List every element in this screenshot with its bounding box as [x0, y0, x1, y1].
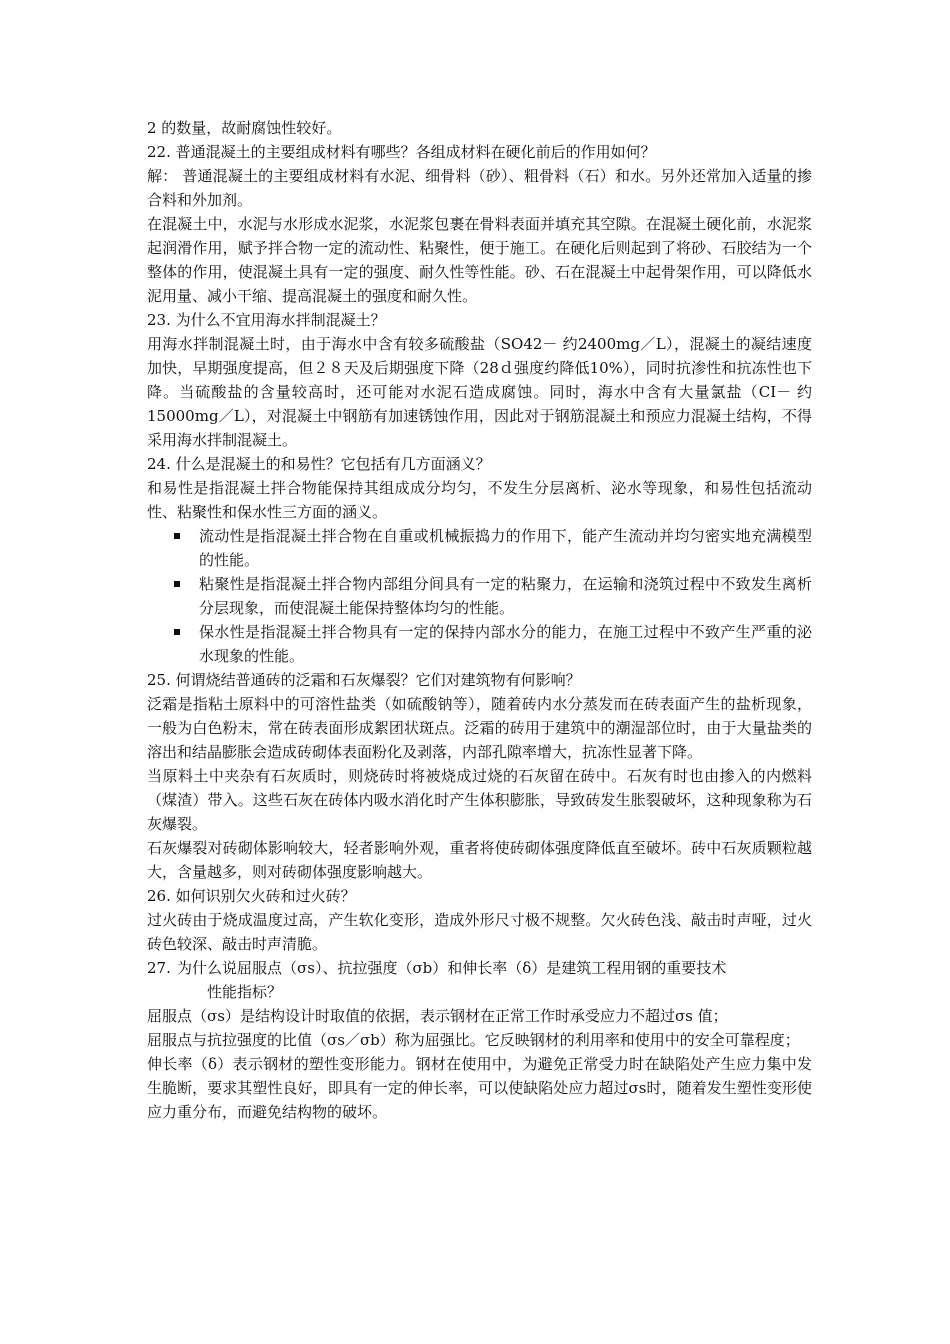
answer-27-part1: 屈服点（σs）是结构设计时取值的依据，表示钢材在正常工作时承受应力不超过σs 值；: [147, 1007, 728, 1025]
list-item: [147, 524, 812, 572]
question-27-text: 为什么说屈服点（σs）、抗拉强度（σb）和伸长率（δ）是建筑工程用钢的重要技术: [177, 959, 727, 977]
square-bullet-icon: [174, 629, 180, 635]
question-22: 22. 普通混凝土的主要组成材料有哪些？各组成材料在硬化前后的作用如何？: [147, 143, 656, 161]
list-item: [147, 620, 812, 668]
answer-25-part1: 泛霜是指粘土原料中的可溶性盐类（如硫酸钠等），随着砖内水分蒸发而在砖表面产生的盐析现象，一般为白色粉末，常在砖表面形成絮团状斑点。泛霜的砖用于建筑中的潮湿部位时，由于大量盐类的溶出和结晶膨胀会造成砖砌体表面粉化及剥落，内部孔隙率增大，抗冻性显著下降。: [147, 695, 812, 761]
list-item-text: 粘聚性是指混凝土拌合物内部组分间具有一定的粘聚力，在运输和浇筑过程中不致发生离析分层现象，而使混凝土能保持整体均匀的性能。: [199, 575, 812, 617]
document-page: [147, 116, 812, 1124]
answer-27-part3: 伸长率（δ）表示钢材的塑性变形能力。钢材在使用中，为避免正常受力时在缺陷处产生应力集中发生脆断，要求其塑性良好，即具有一定的伸长率，可以使缺陷处应力超过σs时，随着发生塑性变形使应力重分布，而避免结构物的破坏。: [147, 1055, 812, 1121]
question-26: 26. 如何识别欠火砖和过火砖？: [147, 887, 356, 905]
answer-25-part3: 石灰爆裂对砖砌体影响较大，轻者影响外观，重者将使砖砌体强度降低直至破坏。砖中石灰质颗粒越大，含量越多，则对砖砌体强度影响越大。: [147, 839, 812, 881]
answer-22-body: 在混凝土中，水泥与水形成水泥浆，水泥浆包裹在骨料表面并填充其空隙。在混凝土硬化前，水泥浆起润滑作用，赋予拌合物一定的流动性、粘聚性，便于施工。在硬化后则起到了将砂、石胶结为一个整体的作用，使混凝土具有一定的强度、耐久性等性能。砂、石在混凝土中起骨架作用，可以降低水泥用量、减小干缩、提高混凝土的强度和耐久性。: [147, 215, 812, 305]
answer-27-part2: 屈服点与抗拉强度的比值（σs／σb）称为屈强比。它反映钢材的利用率和使用中的安全可靠程度；: [147, 1031, 800, 1049]
answer-25-part2: 当原料土中夹杂有石灰质时，则烧砖时将被烧成过烧的石灰留在砖中。石灰有时也由掺入的内燃料（煤渣）带入。这些石灰在砖体内吸水消化时产生体积膨胀，导致砖发生胀裂破坏，这种现象称为石灰爆裂。: [147, 767, 812, 833]
list-item-text: 保水性是指混凝土拌合物具有一定的保持内部水分的能力，在施工过程中不致产生严重的泌水现象的性能。: [199, 623, 812, 665]
question-24: 24. 什么是混凝土的和易性？它包括有几方面涵义？: [147, 455, 491, 473]
list-item: [147, 572, 812, 620]
question-23: 23. 为什么不宜用海水拌制混凝土？: [147, 311, 386, 329]
answer-24: 和易性是指混凝土拌合物能保持其组成成分均匀，不发生分层离析、泌水等现象，和易性包括流动性、粘聚性和保水性三方面的涵义。: [147, 479, 812, 521]
paragraph-continuation: 2 的数量，故耐腐蚀性较好。: [147, 119, 342, 137]
answer-26: 过火砖由于烧成温度过高，产生软化变形，造成外形尺寸极不规整。欠火砖色浅、敲击时声哑，过火砖色较深、敲击时声清脆。: [147, 911, 812, 953]
question-25: 25. 何谓烧结普通砖的泛霜和石灰爆裂？它们对建筑物有何影响？: [147, 671, 581, 689]
square-bullet-icon: [174, 533, 180, 539]
list-item-text: 流动性是指混凝土拌合物在自重或机械振捣力的作用下，能产生流动并均匀密实地充满模型的性能。: [199, 527, 812, 569]
question-27-number: 27.: [147, 959, 171, 977]
answer-23: 用海水拌制混凝土时，由于海水中含有较多硫酸盐（SO42－ 约2400mg／L），混凝土的凝结速度加快，早期强度提高，但２８天及后期强度下降（28ｄ强度约降低10%），同时抗渗性和抗冻性也下降。当硫酸盐的含量较高时，还可能对水泥石造成腐蚀。同时，海水中含有大量氯盐（CI－ 约 15000mg／L），对混凝土中钢筋有加速锈蚀作用，因此对于钢筋混凝土和预应力混凝土结构，不得采用海水拌制混凝土。: [147, 335, 812, 449]
question-27-continuation: 性能指标？: [207, 983, 283, 1001]
question-27: [147, 956, 812, 1004]
workability-list: [147, 524, 812, 668]
square-bullet-icon: [174, 581, 180, 587]
answer-22-intro: 解： 普通混凝土的主要组成材料有水泥、细骨料（砂）、粗骨料（石）和水。另外还常加入适量的掺合料和外加剂。: [147, 167, 812, 209]
